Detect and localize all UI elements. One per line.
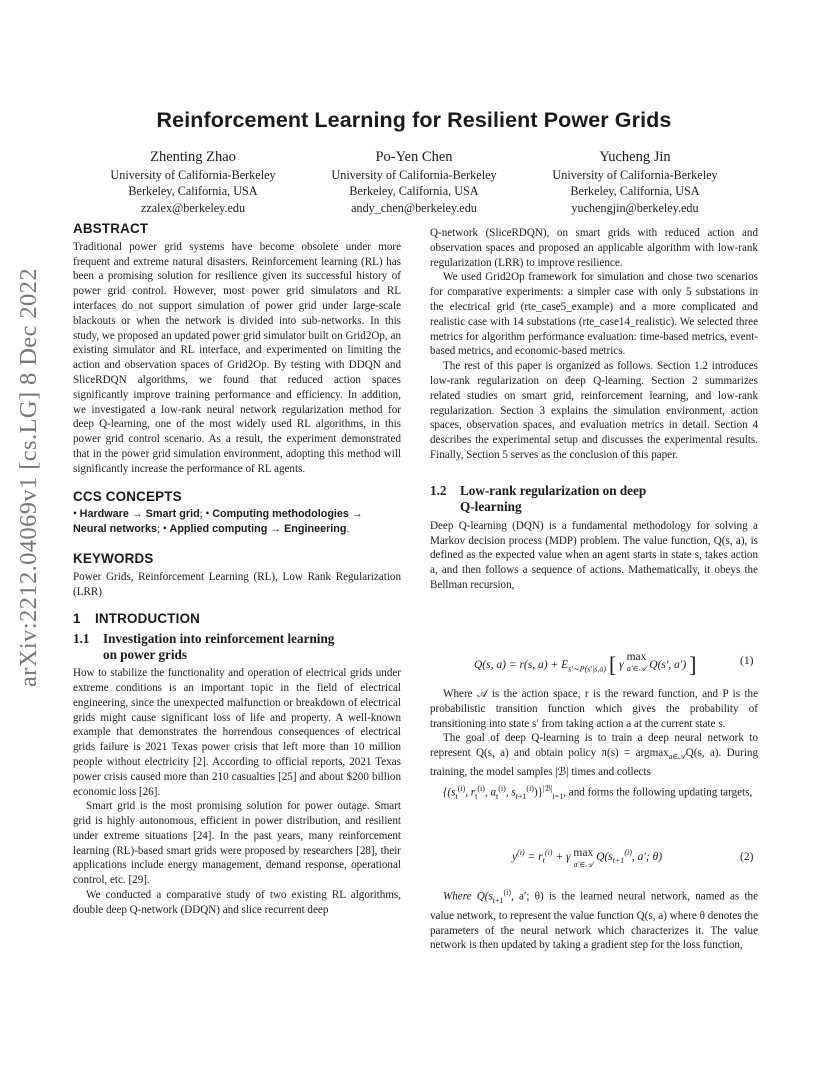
eq1-bracket-left: [ [608, 652, 617, 677]
author-affiliation: University of California-Berkeley [331, 168, 497, 182]
eq2-max-label: max [573, 847, 594, 859]
ccs-term: Applied computing → Engineering [169, 523, 347, 536]
ccs-bullet: • [73, 508, 80, 521]
ccs-concepts [73, 507, 401, 537]
goal-tail: Q(s, a). During training, the model samples |ℬ| times and collects [430, 747, 758, 779]
author-location: Berkeley, California, USA [570, 184, 700, 199]
subsection-title-line2: on power grids [103, 647, 188, 663]
author-email: zzalex@berkeley.edu [140, 200, 246, 215]
author-affiliation: University of California-Berkeley [110, 168, 276, 182]
author-block [78, 147, 308, 216]
author-location: Berkeley, California, USA [128, 184, 258, 199]
eq1-expectation-subscript: s′∼P(s′|s,a) [568, 664, 607, 674]
author-affiliation: University of California-Berkeley [552, 168, 718, 182]
eq1-tail: Q(s′, a′) [646, 659, 687, 671]
where2-rest: , a′; θ) is the learned neural network, named as the value network, to represent the value function Q(s, a) where θ denotes the parameters of the neural network which characterizes it. The value network is then updated by taking a gradient step for the loss function, [430, 890, 758, 952]
author-name: Po-Yen Chen [375, 149, 453, 165]
eq2-max [573, 848, 593, 870]
eq1-bracket-right: ] [689, 652, 697, 677]
eq2-max-subscript: a′∈𝒜 [573, 860, 593, 869]
section-number: 1 [73, 611, 81, 627]
goal-text: The goal of deep Q-learning is to train a deep neural network to represent Q(s, a) and obtain policy π(s) = argmax [430, 732, 758, 760]
eq2-tail: ; θ) [645, 850, 663, 863]
ccs-term: Neural networks [73, 523, 158, 536]
samples-set: {(s [443, 786, 456, 799]
where2-start: Where Q(s [443, 890, 493, 903]
keywords-heading: KEYWORDS [73, 550, 154, 566]
body-paragraph: {($s_t^{(i)}$, $r_t^{(i)}$, $a_t^{(i)}$, $s_{t+1}^{(i)})\}^{|ℬ|}_{i=1}$, and forms the following updating targets, [443, 784, 753, 801]
dqn-paragraph: Deep Q-learning (DQN) is a fundamental methodology for solving a Markov decision process (MDP) problem. The value function, Q(s, a), is defined as the expected value when an agent starts in state s, takes action a, and then follows a sequence of actions. Mathematically, it obeys the Bellman recursion, [430, 519, 758, 591]
author-name: Yucheng Jin [599, 149, 671, 165]
author-name: Zhenting Zhao [150, 149, 236, 165]
goal-subscript: a∈𝒜 [668, 752, 686, 762]
intro-paragraph: How to stabilize the functionality and operation of electrical grids under extreme conditions is an important topic in the field of electrical engineering, since the unexpected malfunction or breakdown of electrical grids might cause significant loss of life and property. A well-known example that demonstrates the horrendous consequences of electrical grids failure is 2021 Texas power crisis that left more than 10 million people without electricity [2]. According to official reports, 2021 Texas power crisis caused more than 210 casualties [25] and about $200 billion economic loss [26]. [73, 667, 401, 798]
eq2-reward: = r [524, 850, 543, 863]
body-paragraph [430, 731, 758, 780]
ccs-term: Hardware → Smart grid [79, 508, 200, 521]
equation-number: (1) [740, 655, 754, 667]
ccs-separator: ; • [199, 508, 213, 521]
eq1-lhs: Q(s, a) = r(s, a) + E [474, 659, 569, 671]
section-title: INTRODUCTION [95, 611, 201, 627]
equation-2: $y^{(i)} = r_t^{(i)} + \gamma$ max a′∈𝒜 $Q(s_{t+1}^{(i)}$, a′; θ) [512, 847, 663, 869]
body-paragraph: We used Grid2Op framework for simulation and chose two scenarios for comparative experiments: a simpler case with only 5 substations in the electrical grid (rte_case5_example) and a more complicated and realistic case with 14 substations (rte_case14_realistic). We selected three metrics for algorithm performance evaluation: time-based metrics, event-based metrics, and economic-based metrics. [430, 271, 758, 358]
body-paragraph: Where $Q(s_{t+1}^{(i)}$, a′; θ) is the learned neural network, named as the value network, to represent the value function Q(s, a) where θ denotes the parameters of the neural network which characterizes it. The value network is then updated by taking a gradient step for the loss function, [430, 888, 758, 952]
author-email: yuchengjin@berkeley.edu [571, 200, 699, 215]
subsection-number: 1.1 [73, 631, 90, 647]
author-block [520, 147, 750, 216]
subsection-title-line2: Q-learning [460, 498, 522, 514]
subsection-heading-1-1 [73, 631, 401, 663]
ccs-separator: ; • [157, 523, 170, 536]
eq1-max-subscript: a′∈𝒜 [626, 664, 647, 673]
paper-title: Reinforcement Learning for Resilient Power Grids [156, 108, 672, 132]
equation-number: (2) [740, 851, 754, 863]
subsection-number: 1.2 [430, 482, 447, 498]
author-email: andy_chen@berkeley.edu [351, 200, 477, 215]
body-paragraph: Where 𝒜 is the action space, r is the reward function, and P is the probabilistic transition function which gives the probability of transitioning into state s′ from taking action a at the current state s. [430, 688, 758, 730]
intro-paragraph: Smart grid is the most promising solution for power outage. Smart grid is highly autonomous, efficient in power distribution, and resilient under extreme situations [24]. In the past years, many reinforcement learning (RL)-based smart grids were proposed by researchers [28], their applications include energy management, demand response, operational control, etc. [29]. [73, 800, 401, 887]
eq1-max [627, 652, 647, 674]
body-paragraph: Q-network (SliceRDQN), on smart grids with reduced action and observation spaces and proposed an applicable algorithm with low-rank regularization (LRR) to improve resilience. [430, 227, 758, 269]
subsection-heading-1-2 [430, 483, 758, 515]
subsection-title-line1: Investigation into reinforcement learning [103, 631, 335, 647]
abstract-text: Traditional power grid systems have become obsolete under more frequent and extreme natural disasters. Reinforcement learning (RL) has been a promising solution for resilience given its successful history of power grid control. However, most power grid simulators and RL interfaces do not support simulation of power grid under large-scale blackouts or when the network is divided into sub-networks. In this study, we proposed an updated power grid simulator built on Grid2Op, an existing simulator and RL interface, and experimented on limiting the action and observation spaces of Grid2Op. By testing with DDQN and SliceRDQN algorithms, we found that reduced action spaces significantly improve training performance and efficiency. In addition, we investigated a low-rank neural network regularization method for deep Q-learning, one of the most widely used RL algorithms, in this power grid control scenario. As a result, the experiment demonstrated that in the power grid simulation environment, adopting this method will significantly increase the performance of RL agents. [73, 240, 401, 475]
ccs-term: Computing methodologies → [212, 508, 363, 521]
samples-rest: forms the following updating targets, [587, 786, 753, 799]
right-column-end [430, 886, 758, 953]
author-location: Berkeley, California, USA [349, 184, 479, 199]
equation-1 [474, 652, 696, 678]
author-block [299, 147, 529, 216]
left-column [73, 222, 401, 918]
eq1-max-label: max [626, 651, 647, 663]
eq1-gamma: γ [619, 659, 624, 671]
eq2-lhs: y [512, 850, 518, 863]
ccs-end: . [346, 523, 350, 536]
arxiv-identifier: arXiv:2212.04069v1 [cs.LG] 8 Dec 2022 [15, 268, 42, 687]
intro-paragraph: We conducted a comparative study of two existing RL algorithms, double deep Q-network (DDQN) and slice recurrent deep [73, 889, 401, 916]
body-paragraph: The rest of this paper is organized as follows. Section 1.2 introduces low-rank regularization on deep Q-learning. Section 2 summarizes related studies on smart grid, reinforcement learning, and low-rank regularization. Section 3 explains the simulation environment, action spaces, observation spaces, and evaluation metrics in detail. Section 4 describes the experimental setup and discusses the experimental results. Finally, Section 5 serves as the conclusion of this paper. [430, 360, 758, 461]
section-heading-introduction [73, 612, 401, 627]
right-column-continued [430, 687, 758, 805]
keywords-text: Power Grids, Reinforcement Learning (RL), Low Rank Regularization (LRR) [73, 570, 401, 598]
abstract-heading: ABSTRACT [73, 221, 149, 236]
subsection-title-line1: Low-rank regularization on deep [460, 482, 647, 498]
ccs-heading: CCS CONCEPTS [73, 488, 182, 504]
right-column [430, 226, 758, 593]
eq2-superscript: (i) [517, 848, 525, 857]
